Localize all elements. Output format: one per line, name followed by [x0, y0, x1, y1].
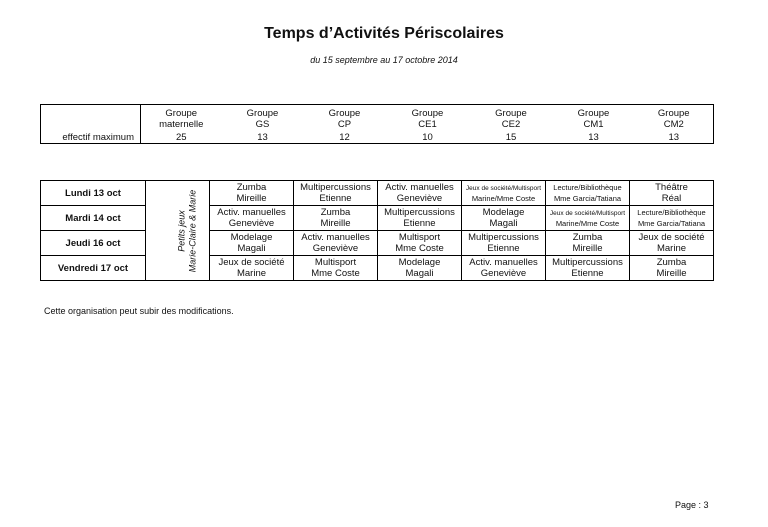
activity-cell: Multisport Mme Coste [294, 256, 378, 281]
schedule-row [41, 231, 714, 256]
activity-cell: Zumba Mireille [294, 206, 378, 231]
activity-cell: Jeux de société/Multisport Marine/Mme Coste [462, 181, 546, 206]
schedule-row [41, 206, 714, 231]
activity-cell: Lecture/Bibliothèque Mme Garcia/Tatiana [546, 181, 630, 206]
activity-cell: Zumba Mireille [546, 231, 630, 256]
activity-cell: Activ. manuelles Geneviève [210, 206, 294, 231]
activity-cell: Multipercussions Etienne [462, 231, 546, 256]
activity-cell: Multipercussions Etienne [378, 206, 462, 231]
activity-schedule-table [40, 180, 714, 281]
day-label: Vendredi 17 oct [41, 256, 146, 281]
activity-cell: Activ. manuelles Geneviève [462, 256, 546, 281]
day-label: Jeudi 16 oct [41, 231, 146, 256]
activity-cell: Modelage Magali [462, 206, 546, 231]
activity-cell: Modelage Magali [378, 256, 462, 281]
group-header: Groupe maternelle [159, 108, 204, 131]
maternelle-activity-cell [146, 181, 210, 281]
group-count: 13 [257, 132, 268, 143]
group-header: Groupe CM1 [577, 108, 610, 131]
group-header-corner [41, 105, 141, 131]
group-capacity-table [40, 104, 714, 144]
group-count: 15 [505, 132, 517, 143]
activity-cell: Jeux de société Marine [630, 231, 714, 256]
activity-cell: Théâtre Réal [630, 181, 714, 206]
page-title: Temps d’Activités Périscolaires [264, 25, 504, 42]
group-header: Groupe CP [328, 108, 361, 131]
activity-cell: Multipercussions Etienne [294, 181, 378, 206]
activity-cell: Lecture/Bibliothèque Mme Garcia/Tatiana [630, 206, 714, 231]
day-label: Lundi 13 oct [41, 181, 146, 206]
group-header: Groupe CE2 [495, 108, 527, 131]
activity-cell: Jeux de société/Multisport Marine/Mme Coste [546, 206, 630, 231]
activity-cell: Zumba Mireille [630, 256, 714, 281]
activity-cell: Activ. manuelles Geneviève [378, 181, 462, 206]
group-header: Groupe GS [246, 108, 279, 131]
group-header-row [41, 105, 714, 131]
group-header: Groupe CM2 [657, 108, 690, 131]
group-count: 25 [175, 132, 187, 143]
group-count: 13 [588, 132, 599, 143]
page-subtitle: du 15 septembre au 17 octobre 2014 [310, 55, 458, 65]
activity-cell: Jeux de société Marine [210, 256, 294, 281]
activity-cell: Activ. manuelles Geneviève [294, 231, 378, 256]
effectif-label: effectif maximum [41, 130, 141, 143]
group-count: 12 [339, 132, 350, 143]
activity-cell: Modelage Magali [210, 231, 294, 256]
schedule-row [41, 256, 714, 281]
day-label: Mardi 14 oct [41, 206, 146, 231]
group-count: 13 [668, 132, 680, 143]
activity-cell: Multisport Mme Coste [378, 231, 462, 256]
page-number: Page : 3 [675, 500, 709, 510]
maternelle-leaders: Marie-Claire & Marie [187, 189, 198, 272]
activity-cell: Zumba Mireille [210, 181, 294, 206]
group-count-row [41, 130, 714, 143]
activity-cell: Multipercussions Etienne [546, 256, 630, 281]
maternelle-activity: Petits jeux [176, 209, 187, 252]
modification-note: Cette organisation peut subir des modifications. [44, 306, 234, 316]
group-header: Groupe CE1 [411, 108, 444, 131]
schedule-row [41, 181, 714, 206]
group-count: 10 [422, 132, 433, 143]
